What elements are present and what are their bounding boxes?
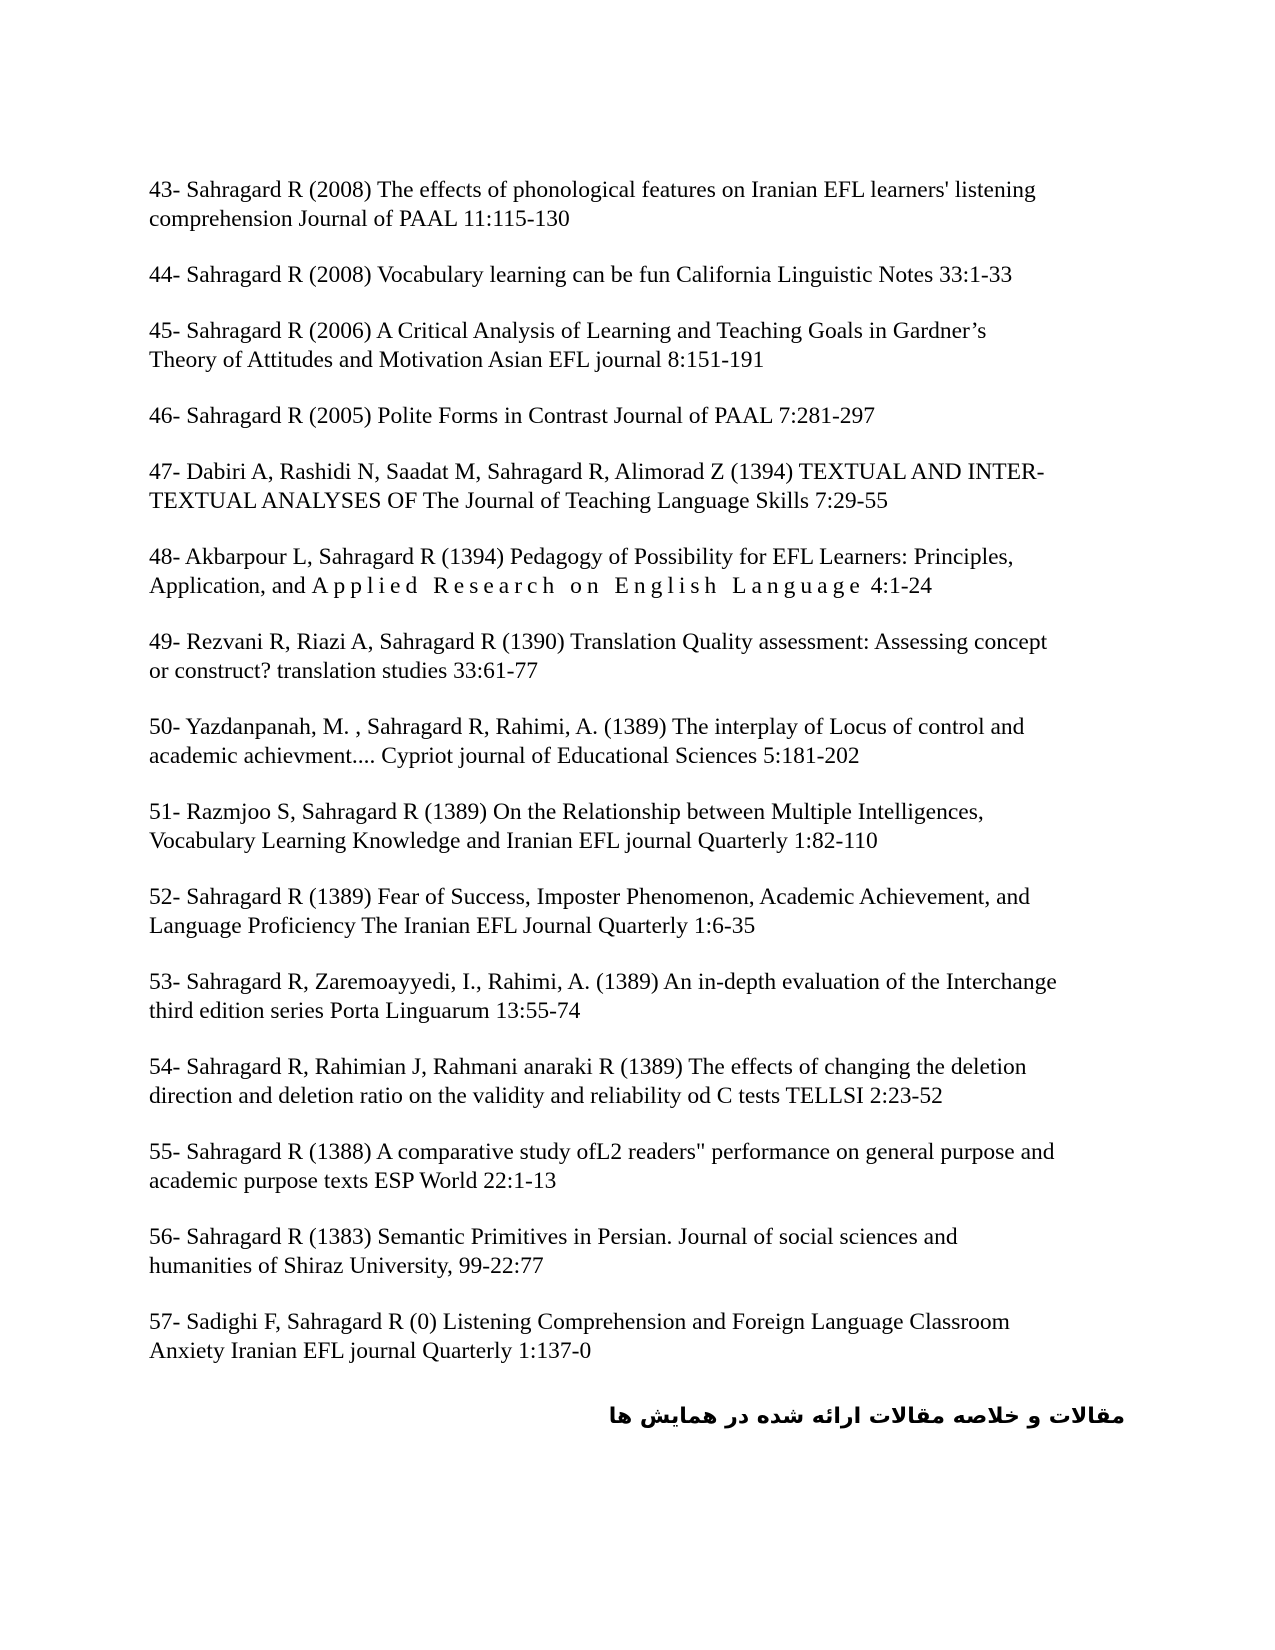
reference-line: humanities of Shiraz University, 99-22:77	[149, 1253, 544, 1279]
reference-line: 46- Sahragard R (2005) Polite Forms in Contrast Journal of PAAL 7:281-297	[149, 403, 876, 429]
reference-item-51	[149, 798, 1139, 856]
reference-item-46	[149, 402, 1139, 431]
reference-line: 48- Akbarpour L, Sahragard R (1394) Pedagogy of Possibility for EFL Learners: Principles,	[149, 544, 1014, 570]
reference-line: 54- Sahragard R, Rahimian J, Rahmani anaraki R (1389) The effects of changing the deletion	[149, 1054, 1027, 1080]
reference-line: third edition series Porta Linguarum 13:55-74	[149, 998, 581, 1024]
reference-list	[149, 176, 1139, 1393]
reference-item-43	[149, 176, 1139, 234]
reference-line: Vocabulary Learning Knowledge and Iranian EFL journal Quarterly 1:82-110	[149, 828, 878, 854]
reference-line: Anxiety Iranian EFL journal Quarterly 1:137-0	[149, 1338, 592, 1364]
reference-line: 43- Sahragard R (2008) The effects of phonological features on Iranian EFL learners' listening	[149, 177, 1036, 203]
reference-item-52	[149, 883, 1139, 941]
reference-line-prefix: Application, and	[149, 573, 312, 599]
reference-line: comprehension Journal of PAAL 11:115-130	[149, 206, 570, 232]
reference-item-56	[149, 1223, 1139, 1281]
reference-item-55	[149, 1138, 1139, 1196]
reference-item-57	[149, 1308, 1139, 1366]
reference-line: or construct? translation studies 33:61-77	[149, 658, 538, 684]
reference-line: 56- Sahragard R (1383) Semantic Primitives in Persian. Journal of social sciences and	[149, 1224, 958, 1250]
reference-line: academic achievment.... Cypriot journal of Educational Sciences 5:181-202	[149, 743, 860, 769]
reference-item-44	[149, 261, 1139, 290]
reference-line: 53- Sahragard R, Zaremoayyedi, I., Rahimi, A. (1389) An in-depth evaluation of the Interchange	[149, 969, 1057, 995]
reference-item-45	[149, 317, 1139, 375]
reference-line: 45- Sahragard R (2006) A Critical Analysis of Learning and Teaching Goals in Gardner’s	[149, 318, 987, 344]
reference-item-50	[149, 713, 1139, 771]
reference-line: 55- Sahragard R (1388) A comparative study ofL2 readers" performance on general purpose and	[149, 1139, 1055, 1165]
reference-line: 51- Razmjoo S, Sahragard R (1389) On the Relationship between Multiple Intelligences,	[149, 799, 984, 825]
journal-name-spaced: Applied Research on English Language	[311, 573, 865, 599]
reference-item-53	[149, 968, 1139, 1026]
reference-item-47	[149, 458, 1139, 516]
reference-line: 52- Sahragard R (1389) Fear of Success, Imposter Phenomenon, Academic Achievement, and	[149, 884, 1031, 910]
section-heading: مقالات و خلاصه مقالات ارائه شده در همايش ها	[608, 1404, 1125, 1429]
reference-line: TEXTUAL ANALYSES OF The Journal of Teaching Language Skills 7:29-55	[149, 488, 888, 514]
reference-line-suffix: 4:1-24	[864, 573, 933, 599]
reference-line: 47- Dabiri A, Rashidi N, Saadat M, Sahragard R, Alimorad Z (1394) TEXTUAL AND INTER-	[149, 459, 1045, 485]
reference-line: Language Proficiency The Iranian EFL Journal Quarterly 1:6-35	[149, 913, 756, 939]
reference-item-49	[149, 628, 1139, 686]
reference-line: 44- Sahragard R (2008) Vocabulary learning can be fun California Linguistic Notes 33:1-33	[149, 262, 1013, 288]
reference-line: direction and deletion ratio on the validity and reliability od C tests TELLSI 2:23-52	[149, 1083, 943, 1109]
reference-line: 50- Yazdanpanah, M. , Sahragard R, Rahimi, A. (1389) The interplay of Locus of control and	[149, 714, 1025, 740]
reference-item-54	[149, 1053, 1139, 1111]
reference-line: Theory of Attitudes and Motivation Asian EFL journal 8:151-191	[149, 347, 765, 373]
reference-line: academic purpose texts ESP World 22:1-13	[149, 1168, 557, 1194]
reference-line: 57- Sadighi F, Sahragard R (0) Listening Comprehension and Foreign Language Classroom	[149, 1309, 1010, 1335]
reference-item-48	[149, 543, 1139, 601]
reference-line: 49- Rezvani R, Riazi A, Sahragard R (1390) Translation Quality assessment: Assessing concept	[149, 629, 1048, 655]
reference-line-composite	[149, 572, 1139, 601]
